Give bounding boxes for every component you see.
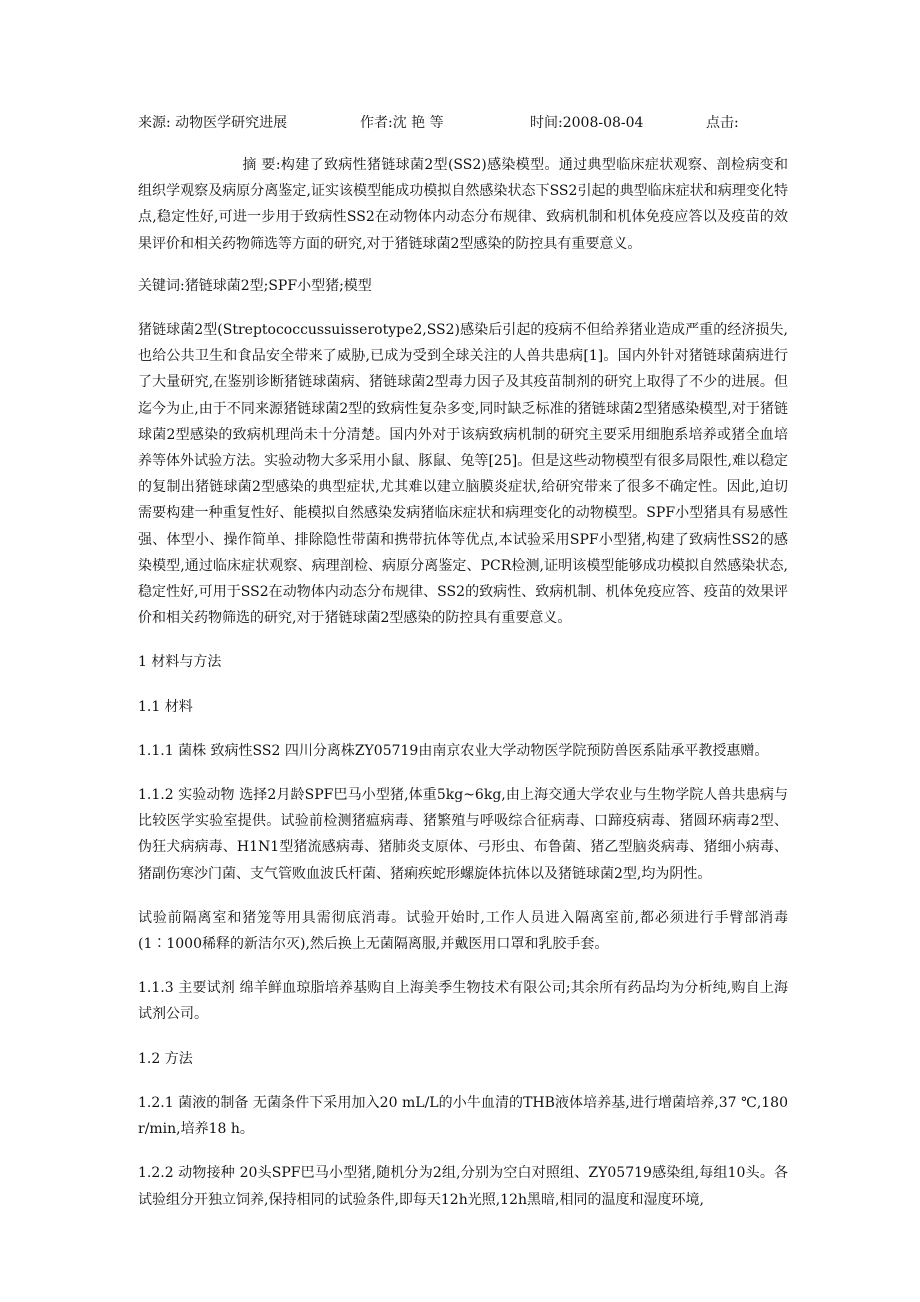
- meta-source: 来源: 动物医学研究进展: [138, 115, 288, 131]
- section-disinfection: 试验前隔离室和猪笼等用具需彻底消毒。试验开始时,工作人员进入隔离室前,都必须进行手臂部消毒(1∶1000稀释的新洁尔灭),然后换上无菌隔离服,并戴医用口罩和乳胶手套。: [138, 909, 788, 953]
- meta-author: 作者:沈 艳 等: [360, 115, 444, 131]
- heading-materials: 1.1 材料: [138, 698, 193, 715]
- meta-time: 时间:2008-08-04: [530, 115, 644, 131]
- section-culture: 1.2.1 菌液的制备 无菌条件下采用加入20 mL/L的小牛血清的THB液体培养基,进行增菌培养,37 ℃,180 r/min,培养18 h。: [138, 1094, 788, 1138]
- keywords: 关键词:猪链球菌2型;SPF小型猪;模型: [138, 277, 372, 294]
- article-meta: [138, 108, 788, 138]
- heading-methods: 1.2 方法: [138, 1050, 193, 1067]
- abstract: [138, 152, 788, 257]
- document-page: [138, 108, 788, 1213]
- heading-materials-methods: 1 材料与方法: [138, 654, 222, 671]
- section-animals: 1.1.2 实验动物 选择2月龄SPF巴马小型猪,体重5kg~6kg,由上海交通大学农业与生物学院人兽共患病与比较医学实验室提供。试验前检测猪瘟病毒、猪繁殖与呼吸综合征病毒、口蹄疫病毒、猪圆环病毒2型、伪狂犬病病毒、H1N1型猪流感病毒、猪肺炎支原体、弓形虫、布鲁菌、猪乙型脑炎病毒、猪细小病毒、猪副伤寒沙门菌、支气管败血波氏杆菌、猪痢疾蛇形螺旋体抗体以及猪链球菌2型,均为阴性。: [138, 787, 788, 882]
- section-reagents: 1.1.3 主要试剂 绵羊鲜血琼脂培养基购自上海美季生物技术有限公司;其余所有药品均为分析纯,购自上海试剂公司。: [138, 980, 788, 1023]
- abstract-label: 摘 要:: [242, 157, 281, 173]
- section-strain: 1.1.1 菌株 致病性SS2 四川分离株ZY05719由南京农业大学动物医学院预防兽医系陆承平教授惠赠。: [138, 742, 769, 759]
- meta-clicks: 点击:: [706, 115, 739, 131]
- intro-paragraph: 猪链球菌2型(Streptococcussuisserotype2,SS2)感染后引起的疫病不但给养猪业造成严重的经济损失,也给公共卫生和食品安全带来了威胁,已成为受到全球关注的人兽共患病[1]。国内外针对猪链球菌病进行了大量研究,在鉴别诊断猪链球菌病、猪链球菌2型毒力因子及其疫苗制剂的研究上取得了不少的进展。但迄今为止,由于不同来源猪链球菌2型的致病性复杂多变,同时缺乏标准的猪链球菌2型猪感染模型,对于猪链球菌2型感染的致病机理尚未十分清楚。国内外对于该病致病机制的研究主要采用细胞系培养或猪全血培养等体外试验方法。实验动物大多采用小鼠、豚鼠、兔等[25]。但是这些动物模型有很多局限性,难以稳定的复制出猪链球菌2型感染的典型症状,尤其难以建立脑膜炎症状,给研究带来了很多不确定性。因此,迫切需要构建一种重复性好、能模拟自然感染发病猪临床症状和病理变化的动物模型。SPF小型猪具有易感性强、体型小、操作简单、排除隐性带菌和携带抗体等优点,本试验采用SPF小型猪,构建了致病性SS2的感染模型,通过临床症状观察、病理剖检、病原分离鉴定、PCR检测,证明该模型能够成功模拟自然感染状态,稳定性好,可用于SS2在动物体内动态分布规律、SS2的致病性、致病机制、机体免疫应答、疫苗的效果评价和相关药物筛选的研究,对于猪链球菌2型感染的防控具有重要意义。: [138, 322, 788, 627]
- section-inoculation: 1.2.2 动物接种 20头SPF巴马小型猪,随机分为2组,分别为空白对照组、ZY05719感染组,每组10头。各试验组分开独立饲养,保持相同的试验条件,即每天12h光照,12h黑暗,相同的温度和湿度环境,: [138, 1165, 788, 1208]
- abstract-text: 构建了致病性猪链球菌2型(SS2)感染模型。通过典型临床症状观察、剖检病变和组织学观察及病原分离鉴定,证实该模型能成功模拟自然感染状态下SS2引起的典型临床症状和病理变化特点,稳定性好,可进一步用于致病性SS2在动物体内动态分布规律、致病机制和机体免疫应答以及疫苗的效果评价和相关药物筛选等方面的研究,对于猪链球菌2型感染的防控具有重要意义。: [138, 157, 789, 252]
